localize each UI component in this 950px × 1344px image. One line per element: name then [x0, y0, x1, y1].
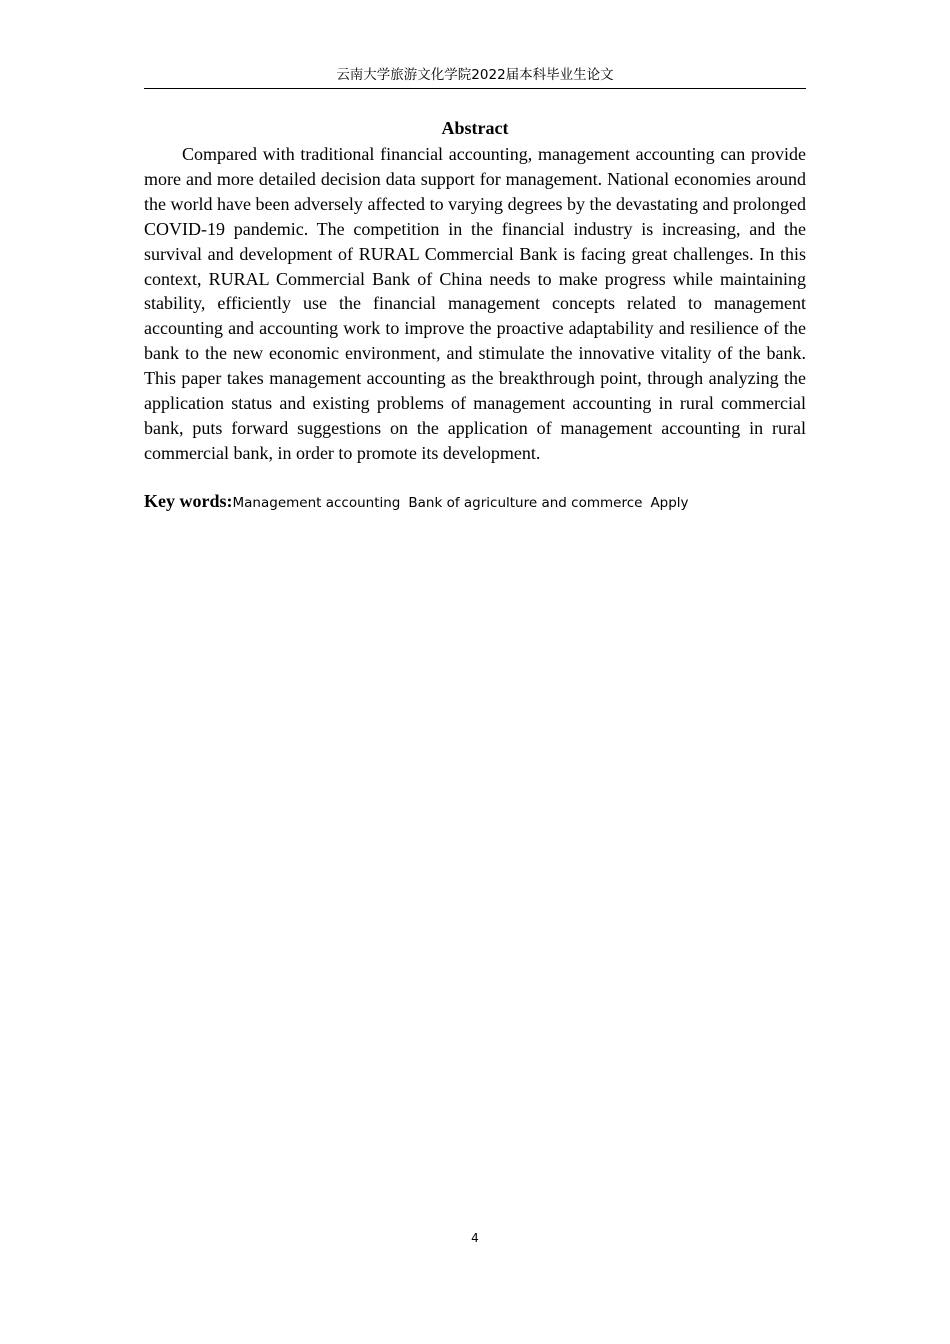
keyword-item: Apply	[650, 495, 689, 511]
header-rule	[144, 88, 806, 89]
abstract-title: Abstract	[441, 118, 509, 138]
keyword-item: Management accounting	[232, 495, 401, 511]
running-header: 云南大学旅游文化学院2022届本科毕业生论文	[336, 67, 614, 83]
keywords-label: Key words:	[144, 491, 233, 511]
page-number: 4	[471, 1231, 479, 1245]
keyword-item: Bank of agriculture and commerce	[408, 495, 643, 511]
abstract-body: Compared with traditional financial accounting, management accounting can provide more and more detailed decision data support for management. National economies around the world have been adversely affected to varying degrees by the devastating and prolonged COVID-19 pandemic. The competition in the financial industry is increasing, and the survival and development of RURAL Commercial Bank is facing great challenges. In this context, RURAL Commercial Bank of China needs to make progress while maintaining stability, efficiently use the financial management concepts related to management accounting and accounting work to improve the proactive adaptability and resilience of the bank to the new economic environment, and stimulate the innovative vitality of the bank. This paper takes management accounting as the breakthrough point, through analyzing the application status and existing problems of management accounting in rural commercial bank, puts forward suggestions on the application of management accounting in rural commercial bank, in order to promote its development.	[144, 144, 806, 463]
keywords-line	[144, 489, 806, 515]
